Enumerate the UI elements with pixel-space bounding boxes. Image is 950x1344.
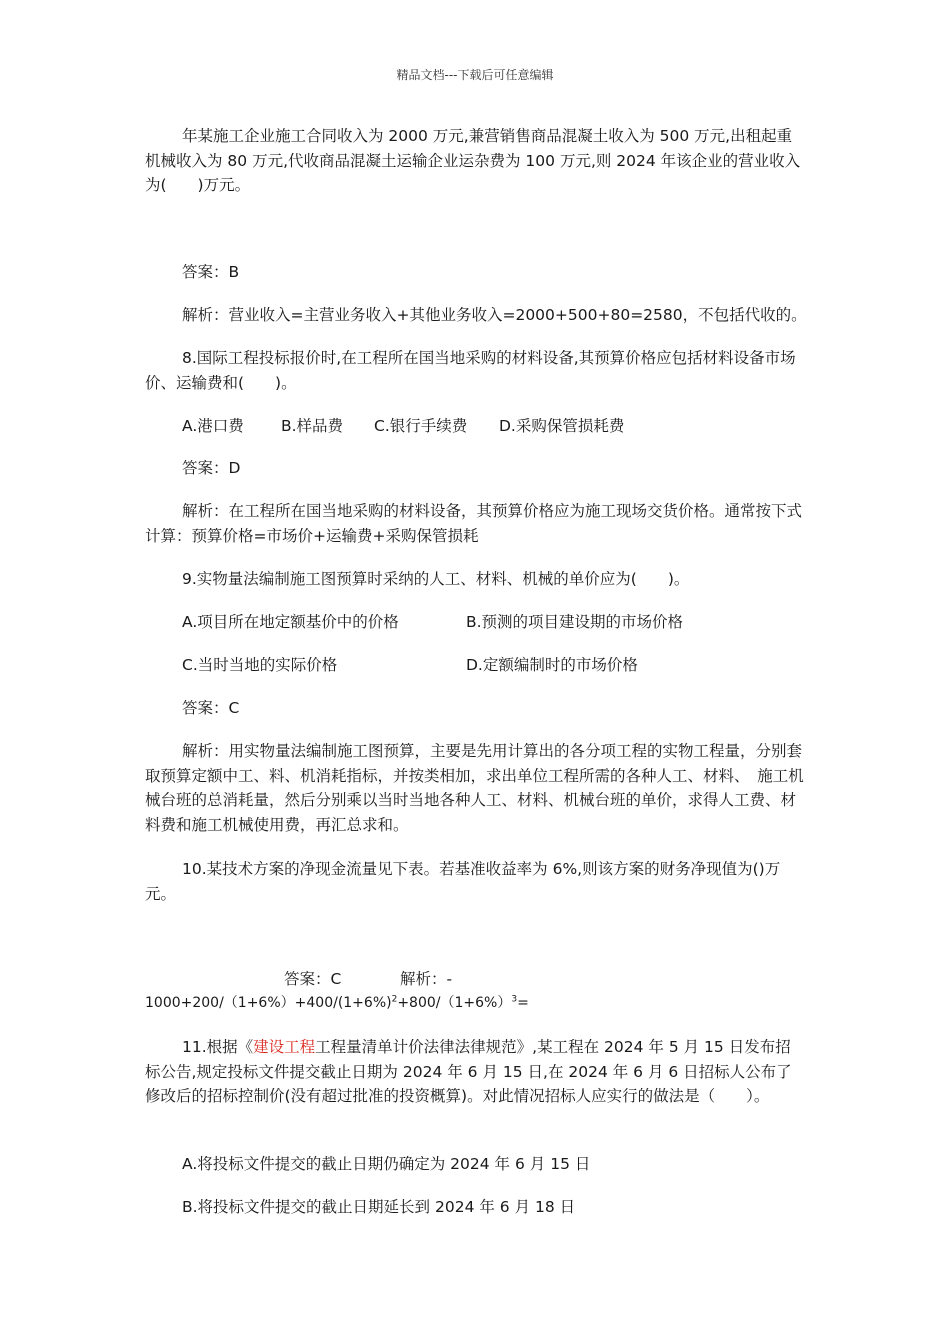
q9-option-b: B.预测的项目建设期的市场价格 — [466, 613, 684, 631]
q9-stem: 9.实物量法编制施工图预算时采纳的人工、材料、机械的单价应为( )。 — [182, 570, 690, 588]
q10-analysis-label: 解析：- — [400, 970, 453, 988]
q8-option-c: C.银行手续费 — [374, 417, 468, 435]
formula-part-2: +800/（1+6%） — [397, 995, 512, 1011]
formula-exponent-1: 2 — [391, 994, 398, 1005]
q10-answer: 答案：C — [284, 970, 342, 988]
formula-part-3: = — [517, 995, 529, 1011]
q9-answer: 答案：C — [182, 699, 240, 717]
q11-stem — [145, 1035, 805, 1109]
q8-option-b: B.样品费 — [281, 417, 344, 435]
q9-analysis: 解析：用实物量法编制施工图预算，主要是先用计算出的各分项工程的实物工程量，分别套 取预算定额中工、料、机消耗指标，并按类相加，求出单位工程所需的各种人工、材料、 施工机械台班的总消耗量，然后分别乘以当时当地各种人工、材料、机械台班的单价，求得人工费、材料费和施工机械使用费，再汇总求和。 — [145, 742, 818, 834]
q8-stem: 8.国际工程投标报价时,在工程所在国当地采购的材料设备,其预算价格应包括材料设备市场价、运输费和( )。 — [145, 349, 796, 392]
formula-exponent-2: 3 — [511, 994, 518, 1005]
q8-option-a: A.港口费 — [182, 417, 244, 435]
q11-option-a: A.将投标文件提交的截止日期仍确定为 2024 年 6 月 15 日 — [182, 1155, 591, 1173]
q11-stem-prefix: 11.根据《 — [182, 1038, 254, 1056]
q8-analysis: 解析：在工程所在国当地采购的材料设备，其预算价格应为施工现场交货价格。通常按下式 计算：预算价格=市场价+运输费+采购保管损耗 — [145, 502, 818, 545]
q10-stem: 10.某技术方案的净现金流量见下表。若基准收益率为 6%,则该方案的财务净现值为()万元。 — [145, 860, 781, 903]
q9-option-a: A.项目所在地定额基价中的价格 — [182, 613, 399, 631]
q11-option-b: B.将投标文件提交的截止日期延长到 2024 年 6 月 18 日 — [182, 1198, 576, 1216]
q7-stem: 年某施工企业施工合同收入为 2000 万元,兼营销售商品混凝土收入为 500 万元,出租起重机械收入为 80 万元,代收商品混凝土运输企业运杂费为 100 万元,则 2024 年该企业的营业收入为( )万元。 — [145, 127, 801, 194]
q7-answer: 答案：B — [182, 263, 240, 281]
q7-analysis: 解析：营业收入=主营业务收入+其他业务收入=2000+500+80=2580，不包括代收的。 — [182, 306, 807, 324]
q8-option-d: D.采购保管损耗费 — [499, 417, 625, 435]
page-header: 精品文档---下载后可任意编辑 — [396, 68, 554, 82]
q10-formula — [145, 991, 529, 1015]
q11-link-jianshe-gongcheng[interactable]: 建设工程 — [253, 1038, 316, 1056]
q11-stem-suffix: 工程量清单计价法律法律规范》,某工程在 2024 年 5 月 15 日发布招标公告,规定投标文件提交截止日期为 2024 年 6 月 15 日,在 2024 年 6 月 6 日招标人公布了修改后的招标控制价(没有超过批准的投资概算)。对此情况招标人应实行的做法是（ ）。 — [145, 1038, 792, 1105]
q8-answer: 答案：D — [182, 459, 241, 477]
q9-option-c: C.当时当地的实际价格 — [182, 656, 338, 674]
q9-option-d: D.定额编制时的市场价格 — [466, 656, 638, 674]
formula-part-1: 1000+200/（1+6%）+400/(1+6%) — [145, 995, 392, 1011]
